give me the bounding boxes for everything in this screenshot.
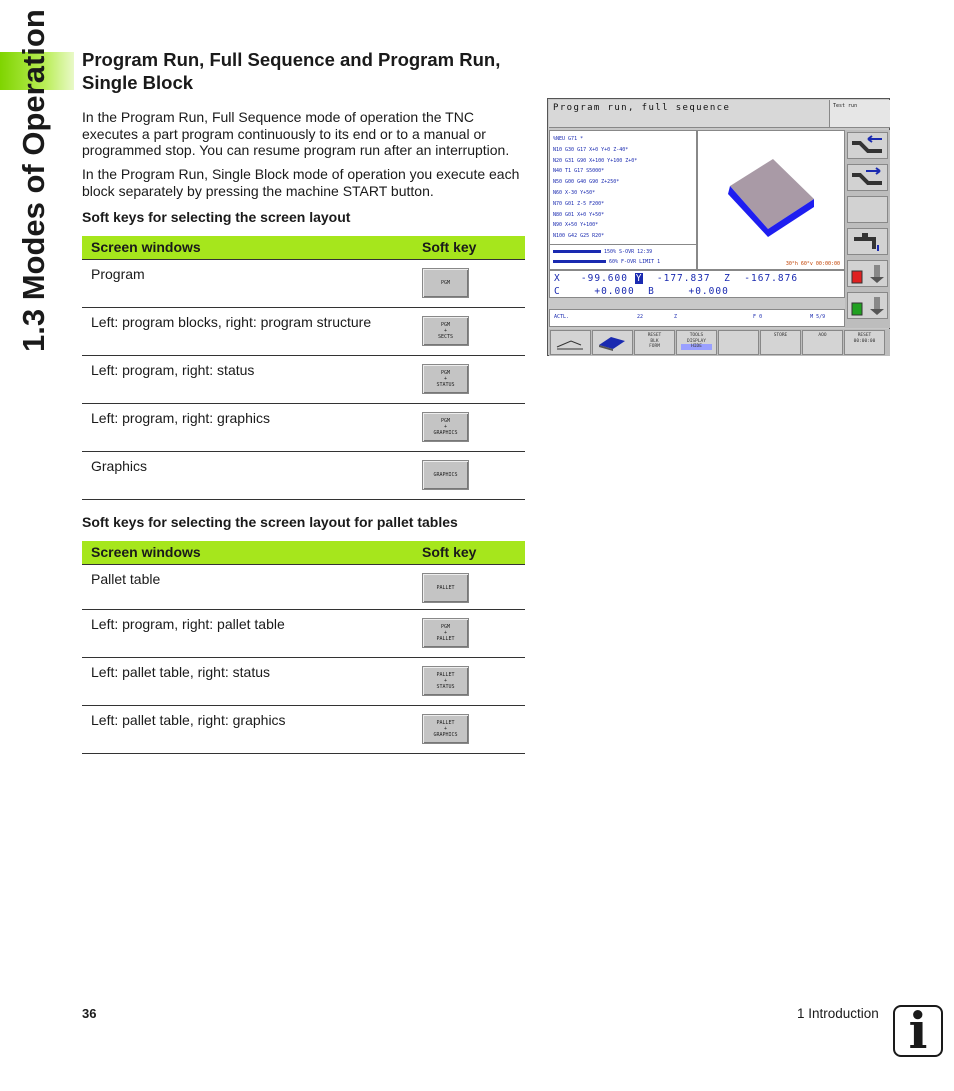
blank-softkey[interactable] — [718, 330, 759, 355]
spindle-override-bar — [553, 250, 601, 253]
side-chapter-label: 1.3 Modes of Operation — [16, 9, 51, 352]
paragraph-2: In the Program Run, Single Block mode of operation you execute each block separately by pressing the machine START button. — [82, 166, 520, 199]
softkey-graphics[interactable]: GRAPHICS — [422, 460, 469, 490]
spindle-start-icon[interactable] — [847, 292, 888, 319]
info-icon: i — [893, 1005, 943, 1057]
softkey-pgm-sects[interactable]: PGM + SECTS — [422, 316, 469, 346]
program-line: N50 G00 G40 G90 Z+250* — [553, 179, 620, 186]
table2-col2-header: Soft key — [420, 541, 525, 564]
program-line: N10 G30 G17 X+0 Y+0 Z-40* — [553, 146, 629, 153]
table1-heading: Soft keys for selecting the screen layout — [82, 209, 351, 225]
softkey-pgm-graphics[interactable]: PGM + GRAPHICS — [422, 412, 469, 442]
program-line: N70 G01 Z-5 F200* — [553, 200, 605, 207]
table1 — [82, 236, 525, 500]
row-label: Left: pallet table, right: status — [82, 657, 420, 705]
program-line: N80 G01 X+0 Y+50* — [553, 211, 605, 218]
softkey-pgm-status[interactable]: PGM + STATUS — [422, 364, 469, 394]
row-label: Left: program, right: pallet table — [82, 609, 420, 657]
table-row — [82, 307, 525, 355]
table1-col2-header: Soft key — [420, 236, 525, 259]
softkey-tools-display[interactable]: TOOLS DISPLAY HIDE — [676, 330, 717, 355]
row-label: Left: program, right: status — [82, 355, 420, 403]
coolant-tap-icon[interactable] — [847, 228, 888, 255]
table2-col1-header: Screen windows — [82, 541, 420, 564]
row-label: Graphics — [82, 451, 420, 499]
workpiece-3d-graphic — [698, 131, 846, 271]
program-line: N40 T1 G17 S5000* — [553, 168, 605, 175]
table1-col1-header: Screen windows — [82, 236, 420, 259]
table2 — [82, 541, 525, 754]
table-row — [82, 259, 525, 307]
row-label: Program — [82, 259, 420, 307]
spindle-stop-icon[interactable] — [847, 260, 888, 287]
machine-arrow-right-icon[interactable] — [847, 164, 888, 191]
program-line: N100 G42 G25 R20* — [553, 233, 605, 240]
tnc-secondary-mode: Test run — [830, 100, 890, 128]
paragraph-1: In the Program Run, Full Sequence mode of operation the TNC executes a part program continuously to its end or to a manual or programmed stop. You can resume program run after an interruption. — [82, 109, 510, 158]
section-title: Program Run, Full Sequence and Program Run, Single Block — [82, 49, 501, 93]
program-line: N20 G31 G90 X+100 Y+100 Z+0* — [553, 157, 638, 164]
workpiece-icon[interactable] — [592, 330, 633, 355]
softkey-store[interactable]: STORE — [760, 330, 801, 355]
table-row — [82, 564, 525, 609]
program-line: N90 X+50 Y+100* — [553, 222, 599, 229]
table-row — [82, 451, 525, 499]
page-number: 36 — [82, 1006, 97, 1021]
table-row — [82, 609, 525, 657]
table-row — [82, 403, 525, 451]
machine-arrow-left-icon[interactable] — [847, 132, 888, 159]
tnc-mode-header: Program run, full sequence — [549, 100, 830, 128]
softkey-pgm[interactable]: PGM — [422, 268, 469, 298]
program-line: N60 X-30 Y+50* — [553, 189, 596, 196]
row-label: Left: pallet table, right: graphics — [82, 705, 420, 753]
softkey-pallet[interactable]: PALLET — [422, 573, 469, 603]
row-label: Left: program, right: graphics — [82, 403, 420, 451]
tnc-screen — [547, 98, 890, 356]
softkey-pallet-graphics[interactable]: PALLET + GRAPHICS — [422, 714, 469, 744]
tnc-graphics-window — [697, 130, 845, 270]
tnc-position-display: X -99.600 Y -177.837 Z -167.876 C +0.000 B +0.000 — [549, 270, 845, 298]
softkey-reset-blk-form[interactable]: RESET BLK FORM — [634, 330, 675, 355]
row-label: Pallet table — [82, 564, 420, 609]
feed-override-bar — [553, 260, 606, 263]
softkey-reset-timer[interactable]: RESET 00:00:00 — [844, 330, 885, 355]
table2-heading: Soft keys for selecting the screen layout for pallet tables — [82, 514, 458, 530]
tnc-status-bar: ACTL. 22 Z F 0 M 5/9 — [549, 309, 845, 327]
table-row — [82, 657, 525, 705]
blank-softkey[interactable] — [847, 196, 888, 223]
table-row — [82, 355, 525, 403]
tnc-vertical-softkeys — [845, 130, 890, 328]
row-label: Left: program blocks, right: program structure — [82, 307, 420, 355]
tnc-horizontal-softkeys — [549, 329, 890, 356]
program-line: %NEU G71 * — [553, 136, 584, 142]
softkey-pgm-pallet[interactable]: PGM + PALLET — [422, 618, 469, 648]
chapter-name: 1 Introduction — [797, 1006, 879, 1021]
table-row — [82, 705, 525, 753]
softkey-add[interactable]: AOO — [802, 330, 843, 355]
softkey-pallet-status[interactable]: PALLET + STATUS — [422, 666, 469, 696]
tool-display-icon[interactable] — [550, 330, 591, 355]
tnc-override-display: 150% S-OVR 12:39 60% F-OVR LIMIT 1 — [549, 244, 697, 270]
graphics-footer: 30°h 60°v 00:00:00 — [785, 261, 840, 267]
